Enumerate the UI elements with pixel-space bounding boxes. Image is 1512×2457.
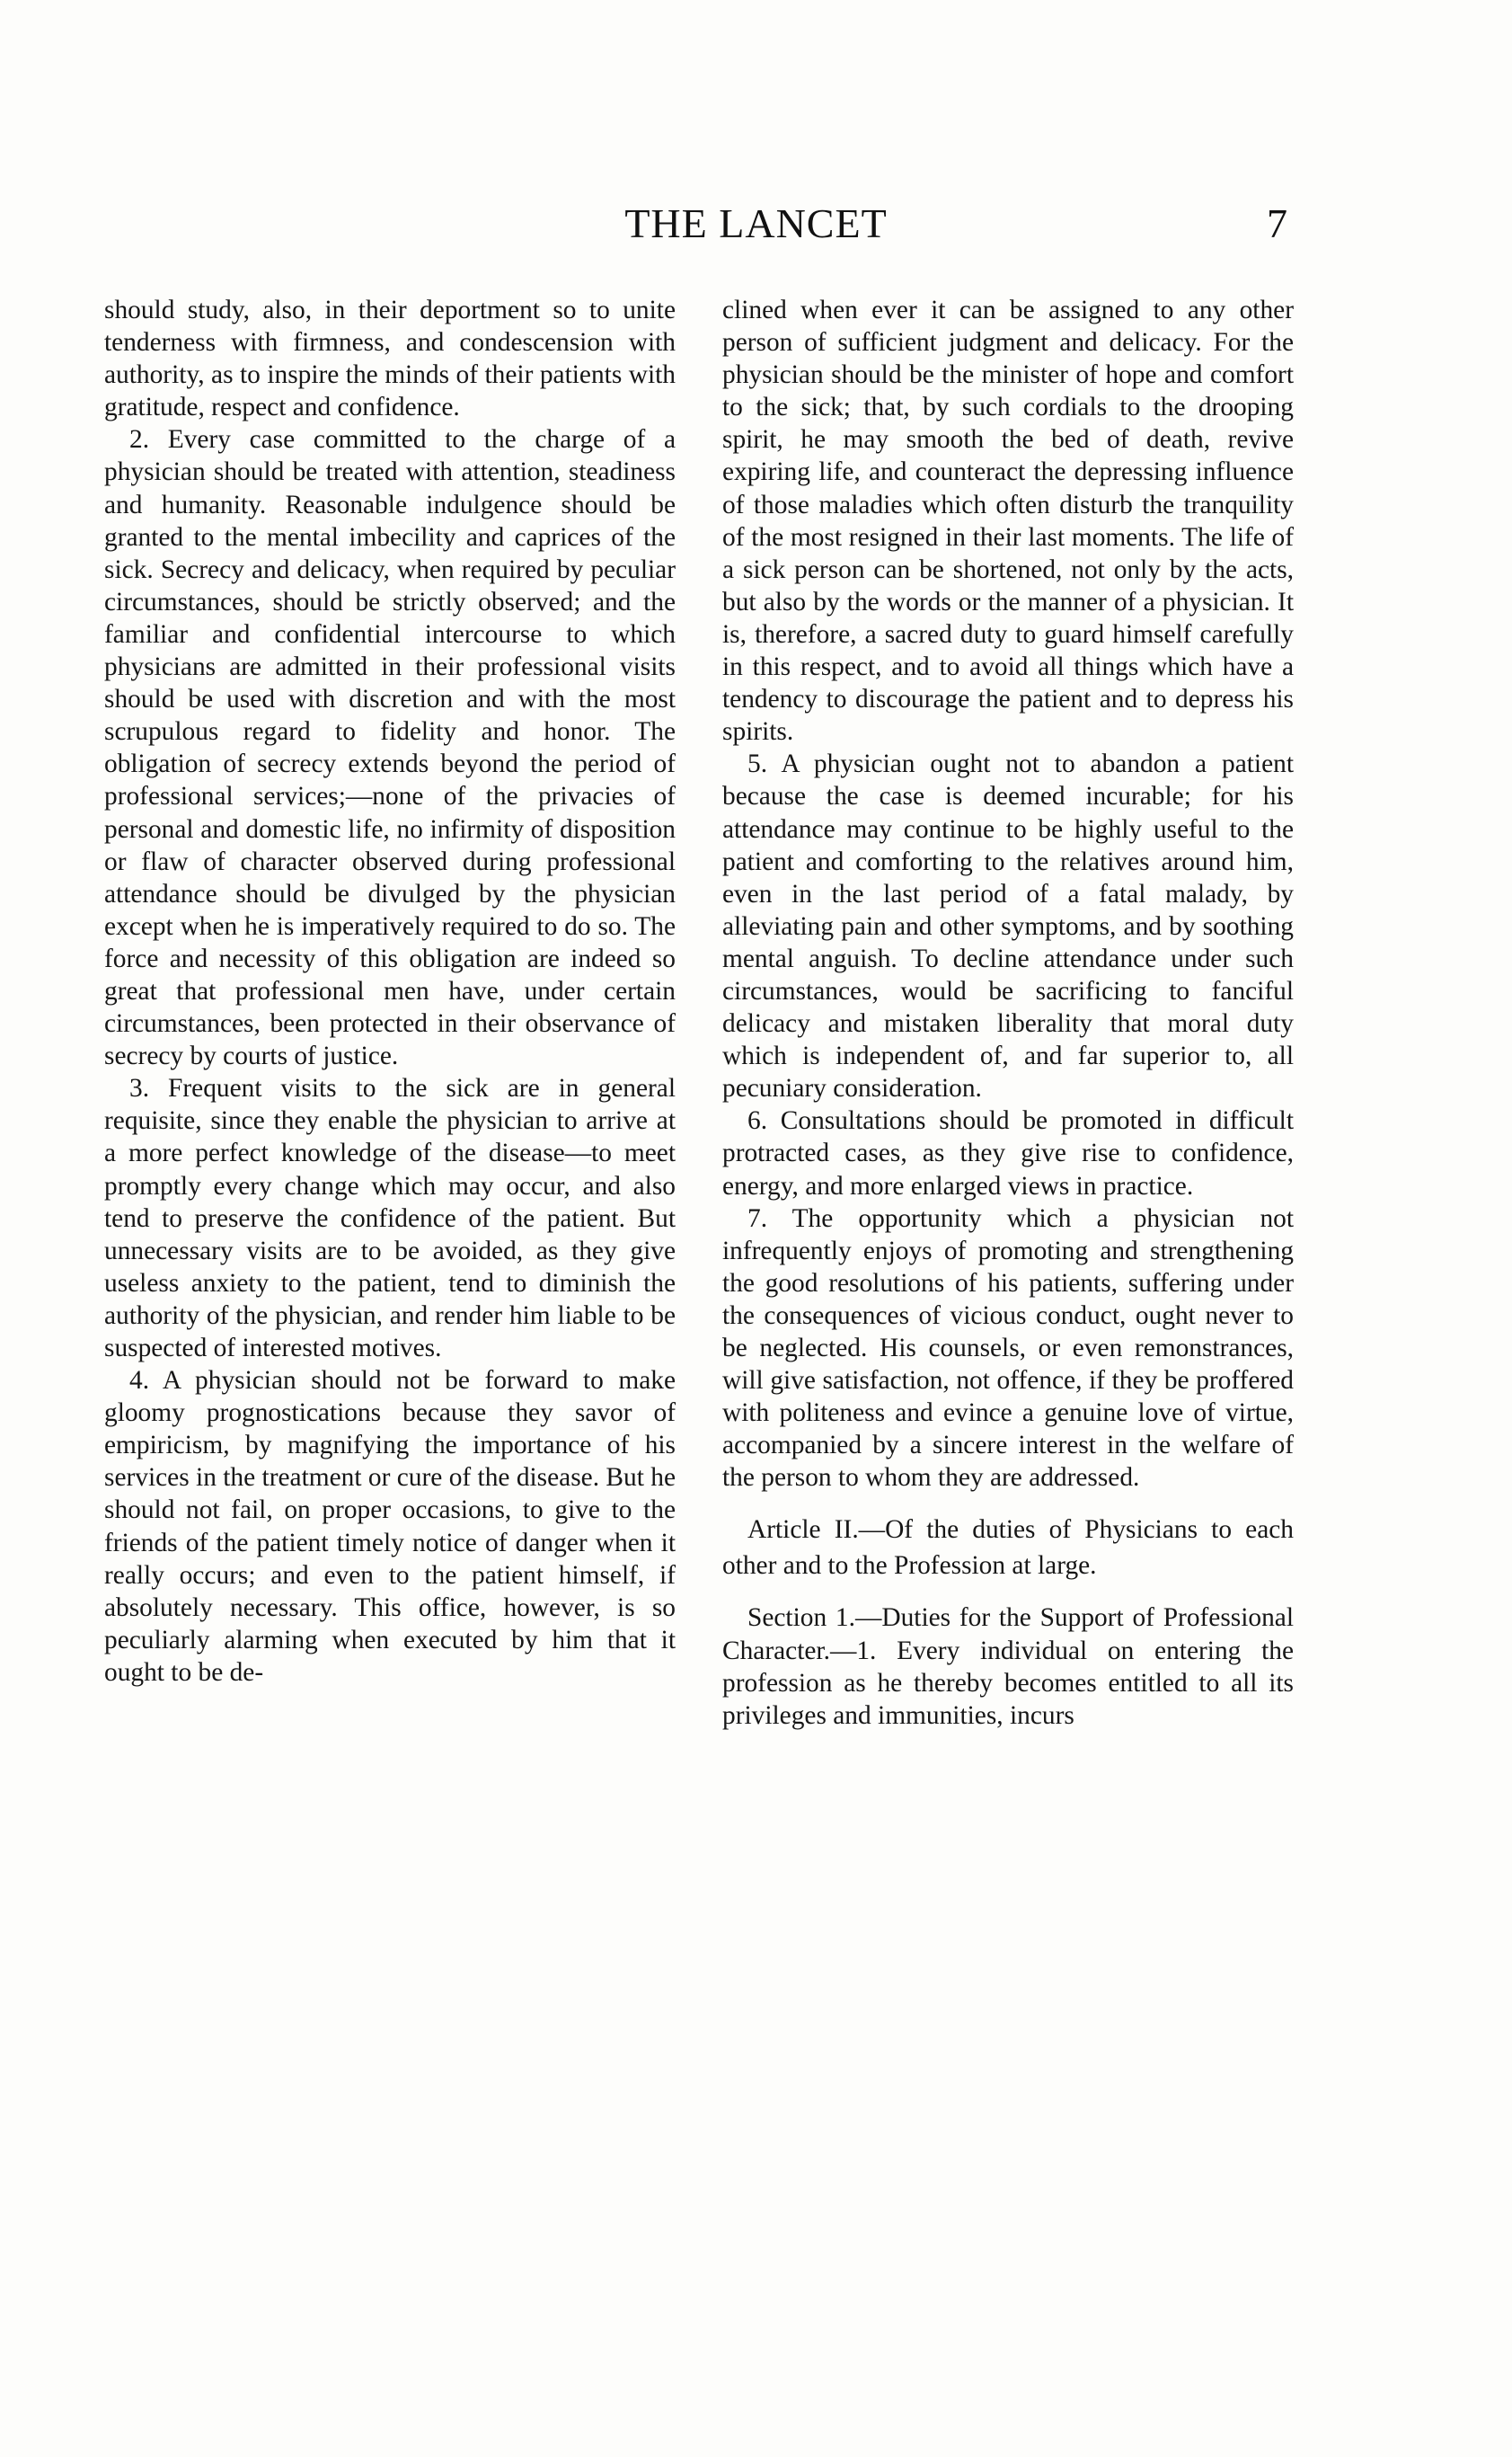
paragraph-item-6: 6. Consultations should be promoted in difficult protracted cases, as they give rise to confidence, energy, and more enlarged views in practice. (722, 1106, 1294, 1201)
paragraph-continuation: should study, also, in their deportment so to unite tenderness with firmness, and condescension with authority, as to inspire the minds of their patients with gratitude, respect and confidence. (104, 296, 676, 422)
left-column (104, 294, 676, 1689)
page-header (0, 200, 1512, 253)
paragraph-item-4: 4. A physician should not be forward to make gloomy prognostications because they savor of empiricism, by magnifying the importance of his services in the treatment or cure of the disease. But he should not fail, on proper occasions, to give to the friends of the patient timely notice of danger when it really occurs; and even to the patient himself, if absolutely necessary. This office, however, is so peculiarly alarming when executed by him that it ought to be de- (104, 1366, 676, 1687)
page-number: 7 (1267, 200, 1287, 246)
section-paragraph: Section 1.—Duties for the Support of Professional Character.—1. Every individual on entering the profession as he thereby becomes entitled to all its privileges and immunities, incurs (722, 1603, 1294, 1730)
paragraph-item-7: 7. The opportunity which a physician not infrequently enjoys of promoting and strengthening the good resolutions of his patients, suffering under the consequences of vicious conduct, ought never to be neglected. His counsels, or even remonstrances, will give satisfaction, not offence, if they be proffered with politeness and evince a genuine love of virtue, accompanied by a sincere interest in the welfare of the person to whom they are addressed. (722, 1203, 1294, 1493)
right-column (722, 294, 1294, 1732)
article-heading: Article II.—Of the duties of Physicians to each other and to the Profession at large. (722, 1515, 1294, 1581)
paragraph-item-5: 5. A physician ought not to abandon a patient because the case is deemed incurable; for his attendance may continue to be highly useful to the patient and comforting to the relatives around him, even in the last period of a fatal malady, by alleviating pain and other symptoms, and by soothing mental anguish. To decline attendance under such circumstances, would be sacrificing to fanciful delicacy and mistaken liberality that moral duty which is independent of, and far superior to, all pecuniary consideration. (722, 750, 1294, 1104)
paragraph-continuation-right: clined when ever it can be assigned to any other person of sufficient judgment and delicacy. For the physician should be the minister of hope and comfort to the sick; that, by such cordials to the drooping spirit, he may smooth the bed of death, revive expiring life, and counteract the depressing influence of those maladies which often disturb the tranquility of the most resigned in their last moments. The life of a sick person can be shortened, not only by the acts, but also by the words or the manner of a physician. It is, therefore, a sacred duty to guard himself carefully in this respect, and to avoid all things which have a tendency to discourage the patient and to depress his spirits. (722, 296, 1294, 747)
paragraph-item-2: 2. Every case committed to the charge of a physician should be treated with attention, steadiness and humanity. Reasonable indulgence should be granted to the mental imbecility and caprices of the sick. Secrecy and delicacy, when required by peculiar circumstances, should be strictly observed; and the familiar and confidential intercourse to which physicians are admitted in their professional visits should be used with discretion and with the most scrupulous regard to fidelity and honor. The obligation of secrecy extends beyond the period of professional services;—none of the privacies of personal and domestic life, no infirmity of disposition or flaw of character observed during professional attendance should be divulged by the physician except when he is imperatively required to do so. The force and necessity of this obligation are indeed so great that professional men have, under certain circumstances, been protected in their observance of secrecy by courts of justice. (104, 425, 676, 1071)
paragraph-item-3: 3. Frequent visits to the sick are in general requisite, since they enable the physician to arrive at a more perfect knowledge of the disease—to meet promptly every change which may occur, and also tend to preserve the confidence of the patient. But unnecessary visits are to be avoided, as they give useless anxiety to the patient, tend to diminish the authority of the physician, and render him liable to be suspected of interested motives. (104, 1074, 676, 1362)
running-head: THE LANCET (624, 200, 888, 246)
